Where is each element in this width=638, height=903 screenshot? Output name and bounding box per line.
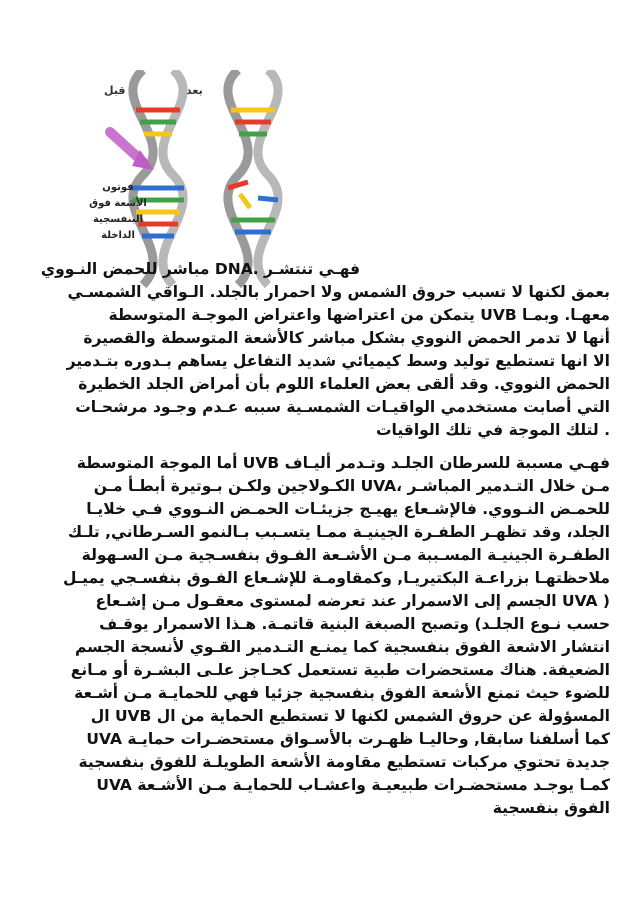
text-line: فهـي تنتشـر .DNA مباشر للحمض النـووي (40, 260, 360, 278)
text-line: ( UVA الجسم إلى الاسمرار عند تعرضه لمستوى معقـول مـن إشـعاع (95, 592, 610, 610)
text-line: الحمض النووي. وقد ألقى بعض العلماء اللوم بأن أمراض الجلد الخطيرة (78, 375, 610, 393)
text-line: . لتلك الموجة في تلك الواقيات (375, 421, 610, 439)
text-line: حسب نـوع الجلـد) وتصبح الصبغة البنية قاتمـة. هـذا الاسمرار يوقـف (99, 615, 610, 633)
text-line: للحمـض النـووي. فالإشـعاع يهيـج جزيئـات الحمـض النـووي فـي خلايـا (86, 500, 610, 518)
label-before: قبل (104, 84, 126, 97)
photon-label-line: البنفسجية (92, 214, 144, 225)
photon-label (88, 180, 148, 244)
dna-helix-before (132, 70, 184, 285)
photon-label-line: الداخلة (101, 230, 135, 241)
text-line: الضعيفة. هناك مستحضرات طبية تستعمل كحـاجز علـى البشـرة أو مـانع (70, 661, 610, 679)
text-line: الطفـرة الجينيـة المسـببة مـن الأشـعة الفـوق بنفسـجية مـن السـهولة (81, 546, 610, 564)
label-after: بعد (186, 84, 203, 97)
text-line: الفوق بنفسجية (492, 799, 610, 817)
photon-label-line: فوتون (102, 182, 134, 193)
text-line: المسؤولة عن حروق الشمس لكنها لا تستطيع الحماية من ال UVB ال (90, 707, 610, 725)
text-line: الجلد، وقد تظهـر الطفـرة الجينيـة ممـا يتسـبب بـالنمو السـرطاني, تلـك (67, 523, 610, 541)
text-line: جديدة تحتوي مركبات تستطيع مقاومة الأشعة الطويلـة للفوق بنفسجية (78, 753, 610, 771)
paragraph-1 (28, 258, 610, 442)
text-line: معهـا. وبمـا UVB يتمكن من اعتراضها واعتراض الموجـة المتوسطة (108, 306, 610, 324)
dna-helix-after (228, 70, 278, 285)
text-line: الا انها تستطيع توليد وسط كيميائي شديد التفاعل يساهم بـدوره بتـدمير (66, 352, 610, 370)
paragraph-2 (28, 452, 610, 820)
text-line: فهـي مسببة للسرطان الجلـد وتـدمر أليـاف UVB أما الموجة المتوسطة (76, 454, 610, 472)
text-line: ملاحظتهـا بزراعـة البكتيريـا, وكمقاومـة للإشـعاع الفـوق بنفسـجي يميـل (63, 569, 610, 587)
text-line: التي أصابت مستخدمي الواقيـات الشمسـية سببه عـدم وجـود مرشحـات (75, 398, 610, 416)
text-line: كما أسلفنا سابقا, وحاليـا ظهـرت بالأسـواق مستحضـرات حمايـة UVA (86, 730, 610, 748)
text-line: مـن خلال التـدمير المباشـر ،UVA الكـولاجين ولكـن بـوتيرة أبطـأ مـن (93, 477, 610, 495)
text-line: كمـا يوجـد مستحضـرات طبيعيـة واعشـاب للحمايـة مـن الأشـعة UVA (96, 776, 610, 794)
text-line: انتشار الاشعة الفوق بنفسجية كما يمنـع التـدمير القـوي لأنسجة الجسم (75, 638, 610, 656)
photon-label-line: الأشعة فوق (89, 198, 147, 209)
text-line: بعمق لكنها لا تسبب حروق الشمس ولا احمرار بالجلد. الـواقي الشمسـي (67, 283, 610, 301)
text-line: أنها لا تدمر الحمض النووي بشكل مباشر كالأشعة المتوسطة والقصيرة (83, 329, 610, 347)
text-line: للضوء حيث تمنع الأشعة الفوق بنفسجية جزئيا فهي للحمايـة مـن أشـعة (74, 684, 610, 702)
